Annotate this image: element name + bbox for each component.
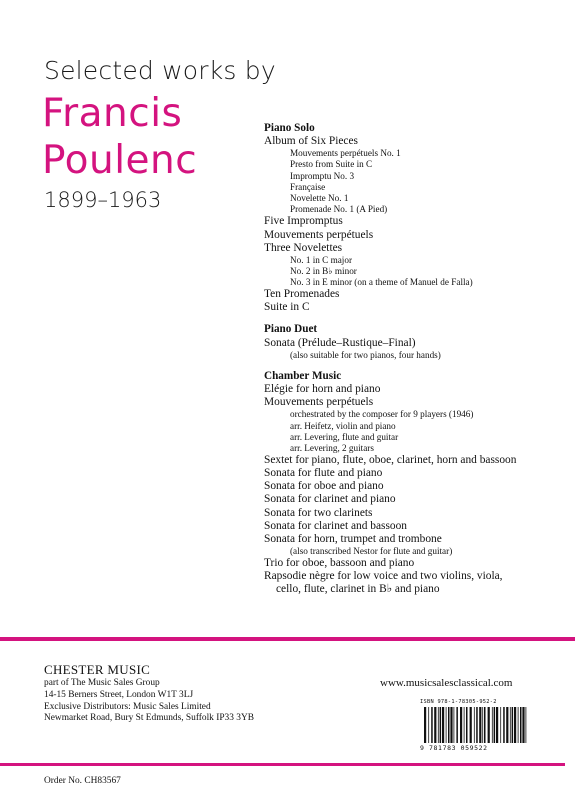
composer-dates: 1899–1963 bbox=[44, 188, 162, 212]
barcode-bar bbox=[479, 707, 481, 743]
work-title: Ten Promenades bbox=[264, 288, 340, 301]
work-title: Mouvements perpétuels bbox=[264, 228, 374, 241]
work-title: Three Novelettes bbox=[264, 241, 343, 254]
work-detail: orchestrated by the composer for 9 players (1946) bbox=[290, 409, 474, 420]
barcode-bar bbox=[446, 707, 447, 743]
work-title: Sonata for horn, trumpet and trombone bbox=[264, 532, 442, 545]
section-title: Piano Solo bbox=[264, 122, 315, 134]
barcode-bar bbox=[514, 707, 516, 743]
barcode-bar bbox=[450, 707, 452, 743]
barcode-bar bbox=[512, 707, 513, 743]
work-title: Elégie for horn and piano bbox=[264, 383, 381, 396]
barcode-block bbox=[420, 699, 532, 753]
barcode-bar bbox=[518, 707, 519, 743]
top-divider-rule bbox=[0, 637, 575, 641]
barcode-bar bbox=[488, 707, 490, 743]
work-title: Sextet for piano, flute, oboe, clarinet, horn and bassoon bbox=[264, 454, 517, 467]
publisher-block bbox=[44, 662, 254, 725]
publisher-line: part of The Music Sales Group bbox=[44, 678, 160, 688]
section-piano-duet bbox=[264, 323, 564, 361]
barcode-bar bbox=[424, 707, 426, 743]
work-detail: Mouvements perpétuels No. 1 bbox=[290, 148, 401, 159]
barcode-bar bbox=[474, 707, 475, 743]
isbn-text: ISBN 978-1-78305-952-2 bbox=[420, 699, 497, 705]
barcode-bar bbox=[470, 707, 472, 743]
barcode-bar bbox=[506, 707, 508, 743]
barcode-bar bbox=[456, 707, 458, 743]
barcode-bar bbox=[522, 707, 524, 743]
barcode-bar bbox=[438, 707, 439, 743]
barcode-digits: 9 781783 059522 bbox=[420, 744, 488, 752]
order-number: Order No. CH83567 bbox=[44, 776, 121, 786]
barcode-bar bbox=[440, 707, 442, 743]
work-title: Sonata for clarinet and bassoon bbox=[264, 519, 407, 532]
work-title: Sonata for oboe and piano bbox=[264, 480, 384, 493]
barcode-bar bbox=[466, 707, 468, 743]
work-title: Sonata for flute and piano bbox=[264, 467, 383, 480]
work-title: Sonata for clarinet and piano bbox=[264, 493, 396, 506]
publisher-line: Exclusive Distributors: Music Sales Limited bbox=[44, 701, 211, 712]
work-title: Sonata for two clarinets bbox=[264, 506, 373, 519]
barcode-bar bbox=[520, 707, 522, 743]
work-detail: No. 1 in C major bbox=[290, 254, 353, 265]
work-detail: Française bbox=[290, 181, 326, 192]
work-detail: arr. Heifetz, violin and piano bbox=[290, 420, 396, 431]
barcode-bar bbox=[442, 707, 444, 743]
work-title: Suite in C bbox=[264, 301, 310, 314]
work-detail: arr. Levering, flute and guitar bbox=[290, 431, 399, 442]
works-list bbox=[264, 122, 564, 606]
barcode-bar bbox=[496, 707, 498, 743]
barcode-bar bbox=[500, 707, 501, 743]
heading-selected-works: Selected works by bbox=[44, 56, 276, 85]
work-title: Rapsodie nègre for low voice and two violins, viola, bbox=[264, 570, 503, 583]
barcode-bar bbox=[526, 707, 527, 743]
work-title: Five Impromptus bbox=[264, 215, 343, 228]
work-detail: Novelette No. 1 bbox=[290, 193, 349, 203]
work-title: Trio for oboe, bassoon and piano bbox=[264, 557, 415, 570]
work-detail: Presto from Suite in C bbox=[290, 159, 373, 170]
barcode-bar bbox=[492, 707, 493, 743]
barcode-bar bbox=[448, 707, 450, 743]
barcode-bar bbox=[428, 707, 429, 743]
section-title: Chamber Music bbox=[264, 370, 342, 383]
section-chamber-music bbox=[264, 370, 564, 596]
publisher-name: CHESTER MUSIC bbox=[44, 662, 151, 677]
work-detail: No. 2 in B♭ minor bbox=[290, 265, 357, 276]
barcode-bar bbox=[476, 707, 478, 743]
composer-first-name: Francis bbox=[42, 91, 183, 136]
barcode-bar bbox=[510, 707, 511, 743]
barcode-icon bbox=[420, 707, 532, 743]
barcode-bar bbox=[482, 707, 483, 743]
publisher-line: 14-15 Berners Street, London W1T 3LJ bbox=[44, 689, 194, 700]
work-detail: Impromptu No. 3 bbox=[290, 170, 355, 181]
barcode-bar bbox=[454, 707, 455, 743]
section-piano-solo bbox=[264, 122, 564, 314]
work-title: cello, flute, clarinet in B♭ and piano bbox=[276, 583, 440, 596]
publisher-line: Newmarket Road, Bury St Edmunds, Suffolk IP33 3YB bbox=[44, 713, 254, 724]
work-note: (also suitable for two pianos, four hands) bbox=[290, 349, 441, 360]
work-detail: No. 3 in E minor (on a theme of Manuel de Falla) bbox=[290, 277, 473, 288]
composer-last-name: Poulenc bbox=[42, 138, 198, 183]
bottom-divider-rule bbox=[0, 763, 565, 766]
barcode-bar bbox=[484, 707, 486, 743]
barcode-bar bbox=[464, 707, 465, 743]
section-title: Piano Duet bbox=[264, 323, 318, 336]
barcode-bar bbox=[434, 707, 436, 743]
website-link[interactable]: www.musicsalesclassical.com bbox=[380, 677, 513, 689]
barcode-bar bbox=[494, 707, 496, 743]
work-title: Mouvements perpétuels bbox=[264, 396, 374, 409]
work-detail: arr. Levering, 2 guitars bbox=[290, 442, 374, 453]
barcode-bar bbox=[503, 707, 505, 743]
work-title: Sonata (Prélude–Rustique–Final) bbox=[264, 336, 416, 349]
barcode-bar bbox=[431, 707, 433, 743]
work-title: Album of Six Pieces bbox=[264, 135, 358, 148]
work-note: (also transcribed Nestor for flute and guitar) bbox=[290, 545, 453, 556]
work-detail: Promenade No. 1 (A Pied) bbox=[290, 204, 388, 215]
barcode-bar bbox=[460, 707, 462, 743]
